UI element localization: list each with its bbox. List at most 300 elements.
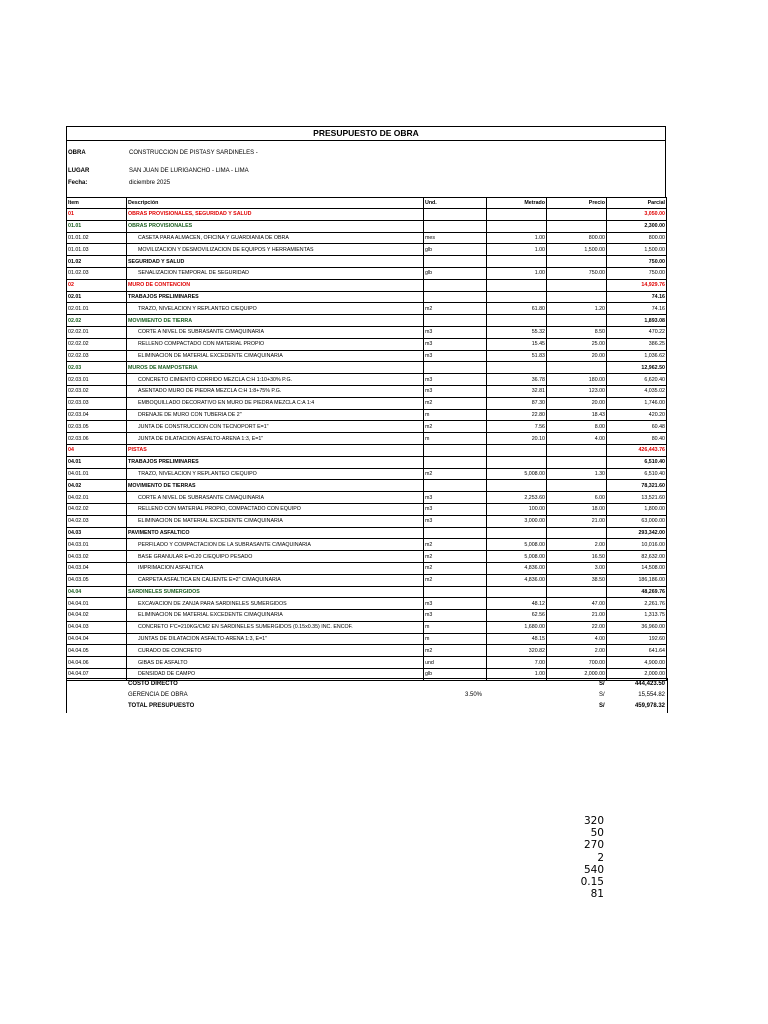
table-row: [67, 633, 667, 645]
row-item-code: 04.02.01: [67, 492, 127, 504]
table-row: [67, 315, 667, 327]
row-metrado: 55.32: [487, 326, 547, 338]
row-parcial: 426,443.76: [607, 444, 667, 456]
row-description: RELLENO CON MATERIAL PROPIO, COMPACTADO CON EQUIPO: [127, 503, 424, 515]
side-number: 81: [590, 888, 604, 901]
row-precio: 1.20: [547, 303, 607, 315]
table-row: [67, 610, 667, 622]
side-number: 320: [583, 815, 604, 827]
row-metrado: 48.15: [487, 633, 547, 645]
row-parcial: 80.40: [607, 433, 667, 445]
row-parcial: 2,261.76: [607, 598, 667, 610]
row-metrado: 51.83: [487, 350, 547, 362]
row-precio: 20.00: [547, 350, 607, 362]
row-item-code: 02.03.04: [67, 409, 127, 421]
row-item-code: 04.03.04: [67, 562, 127, 574]
row-unit: [424, 480, 487, 492]
row-precio: 800.00: [547, 232, 607, 244]
costo-directo-value: 444,423.50: [634, 681, 665, 687]
row-parcial: 4,900.00: [607, 657, 667, 669]
row-parcial: 420.20: [607, 409, 667, 421]
row-unit: m2: [424, 468, 487, 480]
row-precio: 21.00: [547, 515, 607, 527]
total-label: TOTAL PRESUPUESTO: [128, 703, 195, 709]
table-row: [67, 551, 667, 563]
row-item-code: 02.01: [67, 291, 127, 303]
row-metrado: 1.00: [487, 669, 547, 681]
row-parcial: 60.48: [607, 421, 667, 433]
col-parcial: Parcial: [607, 198, 667, 209]
table-row: [67, 421, 667, 433]
row-description: JUNTA DE CONSTRUCCION CON TECNOPORT E=1": [127, 421, 424, 433]
row-metrado: 36.78: [487, 374, 547, 386]
row-unit: m3: [424, 338, 487, 350]
row-metrado: 1.00: [487, 244, 547, 256]
row-item-code: 04.03.05: [67, 574, 127, 586]
row-metrado: [487, 209, 547, 221]
row-metrado: 4,836.00: [487, 574, 547, 586]
gerencia-currency: S/: [599, 692, 605, 698]
row-parcial: 1,746.00: [607, 397, 667, 409]
row-description: OBRAS PROVISIONALES, SEGURIDAD Y SALUD: [127, 209, 424, 221]
row-metrado: 15.45: [487, 338, 547, 350]
row-precio: [547, 279, 607, 291]
row-unit: m: [424, 433, 487, 445]
row-description: TRABAJOS PRELIMINARES: [127, 456, 424, 468]
row-item-code: 04.01: [67, 456, 127, 468]
gerencia-row: [67, 690, 667, 701]
table-row: [67, 574, 667, 586]
row-unit: [424, 444, 487, 456]
table-row: [67, 492, 667, 504]
row-description: JUNTAS DE DILATACION ASFALTO-ARENA 1:3, E=1": [127, 633, 424, 645]
gerencia-value: 15,554.82: [638, 692, 665, 698]
row-precio: 25.00: [547, 338, 607, 350]
gerencia-label: GERENCIA DE OBRA: [128, 692, 188, 698]
row-description: BASE GRANULAR E=0.20 C/EQUIPO PESADO: [127, 551, 424, 563]
row-precio: 3.00: [547, 562, 607, 574]
row-precio: 18.43: [547, 409, 607, 421]
table-row: [67, 645, 667, 657]
row-description: IMPRIMACION ASFALTICA: [127, 562, 424, 574]
row-unit: m2: [424, 562, 487, 574]
row-description: CORTE A NIVEL DE SUBRASANTE C/MAQUINARIA: [127, 492, 424, 504]
table-row: [67, 468, 667, 480]
row-unit: m3: [424, 598, 487, 610]
table-row: [67, 209, 667, 221]
row-unit: m2: [424, 574, 487, 586]
budget-sheet: [66, 126, 666, 681]
budget-header: [66, 126, 666, 197]
row-precio: 2,000.00: [547, 669, 607, 681]
row-description: DENSIDAD DE CAMPO: [127, 669, 424, 681]
row-metrado: 3,000.00: [487, 515, 547, 527]
row-item-code: 02.03.03: [67, 397, 127, 409]
row-item-code: 04.04: [67, 586, 127, 598]
obra-row: [67, 147, 665, 159]
obra-value: CONSTRUCCION DE PISTASY SARDINELES -: [129, 150, 258, 156]
row-unit: mes: [424, 232, 487, 244]
row-parcial: 1,036.62: [607, 350, 667, 362]
row-metrado: 2,253.60: [487, 492, 547, 504]
table-row: [67, 244, 667, 256]
row-item-code: 04.02.03: [67, 515, 127, 527]
row-unit: m2: [424, 645, 487, 657]
row-unit: glb: [424, 669, 487, 681]
row-item-code: 02: [67, 279, 127, 291]
lugar-row: [67, 165, 665, 177]
table-row: [67, 291, 667, 303]
row-precio: 22.00: [547, 621, 607, 633]
row-item-code: 02.02: [67, 315, 127, 327]
row-description: OBRAS PROVISIONALES: [127, 220, 424, 232]
row-precio: [547, 362, 607, 374]
row-description: RELLENO COMPACTADO CON MATERIAL PROPIO: [127, 338, 424, 350]
row-metrado: 1.00: [487, 267, 547, 279]
row-metrado: [487, 456, 547, 468]
row-item-code: 02.03.05: [67, 421, 127, 433]
row-precio: [547, 315, 607, 327]
row-precio: [547, 256, 607, 268]
row-unit: [424, 291, 487, 303]
row-item-code: 04.02.02: [67, 503, 127, 515]
row-parcial: 750.00: [607, 256, 667, 268]
row-parcial: 2,300.00: [607, 220, 667, 232]
row-item-code: 04.03.01: [67, 539, 127, 551]
fecha-row: [67, 177, 665, 189]
row-precio: [547, 444, 607, 456]
row-metrado: [487, 220, 547, 232]
row-unit: m: [424, 633, 487, 645]
table-row: [67, 527, 667, 539]
total-value: 459,978.32: [634, 703, 665, 709]
row-item-code: 01.01: [67, 220, 127, 232]
row-metrado: [487, 527, 547, 539]
row-metrado: 1,680.00: [487, 621, 547, 633]
row-metrado: 1.00: [487, 232, 547, 244]
row-precio: 4.00: [547, 433, 607, 445]
row-metrado: 61.80: [487, 303, 547, 315]
row-parcial: 641.64: [607, 645, 667, 657]
row-precio: 4.00: [547, 633, 607, 645]
row-item-code: 04.03: [67, 527, 127, 539]
table-row: [67, 621, 667, 633]
row-precio: 8.50: [547, 326, 607, 338]
table-row: [67, 539, 667, 551]
row-precio: [547, 291, 607, 303]
row-unit: m2: [424, 421, 487, 433]
row-metrado: 320.82: [487, 645, 547, 657]
row-precio: [547, 527, 607, 539]
row-item-code: 02.03.02: [67, 385, 127, 397]
table-body: [67, 209, 667, 681]
row-precio: 21.00: [547, 610, 607, 622]
table-row: [67, 326, 667, 338]
row-precio: 2.00: [547, 539, 607, 551]
row-metrado: [487, 315, 547, 327]
lugar-label: LUGAR: [68, 168, 90, 174]
table-row: [67, 267, 667, 279]
row-description: EXCAVACION DE ZANJA PARA SARDINELES SUMERGIDOS: [127, 598, 424, 610]
row-parcial: 36,960.00: [607, 621, 667, 633]
row-description: EMBOQUILLADO DECORATIVO EN MURO DE PIEDRA MEZCLA C:A 1:4: [127, 397, 424, 409]
row-parcial: 13,521.60: [607, 492, 667, 504]
row-parcial: 192.60: [607, 633, 667, 645]
row-description: SEGURIDAD Y SALUD: [127, 256, 424, 268]
row-unit: m2: [424, 551, 487, 563]
row-item-code: 04: [67, 444, 127, 456]
side-number: 0.15: [580, 875, 604, 888]
row-unit: m2: [424, 397, 487, 409]
row-item-code: 04.03.02: [67, 551, 127, 563]
row-parcial: 6,620.40: [607, 374, 667, 386]
row-item-code: 04.01.01: [67, 468, 127, 480]
row-parcial: 470.22: [607, 326, 667, 338]
row-item-code: 01.02: [67, 256, 127, 268]
table-row: [67, 480, 667, 492]
side-number: 540: [583, 863, 604, 876]
row-item-code: 02.02.02: [67, 338, 127, 350]
row-unit: [424, 362, 487, 374]
row-item-code: 04.04.05: [67, 645, 127, 657]
row-item-code: 02.01.01: [67, 303, 127, 315]
row-precio: 38.50: [547, 574, 607, 586]
row-precio: 180.00: [547, 374, 607, 386]
row-parcial: 1,313.75: [607, 610, 667, 622]
row-metrado: 7.00: [487, 657, 547, 669]
table-row: [67, 397, 667, 409]
costo-directo-label: COSTO DIRECTO: [128, 681, 178, 687]
row-precio: 2.00: [547, 645, 607, 657]
row-metrado: 32.81: [487, 385, 547, 397]
row-parcial: 1,500.00: [607, 244, 667, 256]
row-item-code: 02.02.01: [67, 326, 127, 338]
row-parcial: 800.00: [607, 232, 667, 244]
row-unit: m3: [424, 374, 487, 386]
row-description: CURADO DE CONCRETO: [127, 645, 424, 657]
row-parcial: 14,508.00: [607, 562, 667, 574]
row-precio: 8.00: [547, 421, 607, 433]
table-row: [67, 444, 667, 456]
row-description: TRAZO, NIVELACION Y REPLANTEO C/EQUIPO: [127, 468, 424, 480]
col-precio: Precio: [547, 198, 607, 209]
row-unit: m2: [424, 539, 487, 551]
row-metrado: 100.00: [487, 503, 547, 515]
row-unit: [424, 256, 487, 268]
row-description: CORTE A NIVEL DE SUBRASANTE C/MAQUINARIA: [127, 326, 424, 338]
row-parcial: 2,000.00: [607, 669, 667, 681]
row-item-code: 01.02.03: [67, 267, 127, 279]
row-metrado: 5,008.00: [487, 539, 547, 551]
row-precio: [547, 456, 607, 468]
row-parcial: 293,342.00: [607, 527, 667, 539]
costo-directo-currency: S/: [599, 681, 605, 687]
table-row: [67, 362, 667, 374]
side-number: 2: [597, 851, 604, 864]
row-item-code: 04.04.07: [67, 669, 127, 681]
row-unit: m3: [424, 515, 487, 527]
row-unit: m: [424, 409, 487, 421]
row-metrado: 7.56: [487, 421, 547, 433]
row-parcial: 4,035.02: [607, 385, 667, 397]
row-item-code: 04.04.02: [67, 610, 127, 622]
totals-block: [66, 678, 668, 713]
table-row: [67, 586, 667, 598]
table-row: [67, 338, 667, 350]
row-item-code: 01.01.02: [67, 232, 127, 244]
row-unit: [424, 456, 487, 468]
row-metrado: 20.10: [487, 433, 547, 445]
row-item-code: 02.03.01: [67, 374, 127, 386]
col-und: Und.: [424, 198, 487, 209]
costo-directo-row: [67, 679, 667, 690]
row-precio: 123.00: [547, 385, 607, 397]
row-parcial: 74.16: [607, 303, 667, 315]
row-parcial: 186,186.00: [607, 574, 667, 586]
table-row: [67, 220, 667, 232]
row-unit: m3: [424, 492, 487, 504]
row-metrado: 5,008.00: [487, 468, 547, 480]
row-parcial: 74.16: [607, 291, 667, 303]
row-parcial: 14,929.76: [607, 279, 667, 291]
row-description: SENALIZACION TEMPORAL DE SEGURIDAD: [127, 267, 424, 279]
row-item-code: 04.02: [67, 480, 127, 492]
row-metrado: [487, 291, 547, 303]
total-row: [67, 701, 667, 712]
row-description: GIBAS DE ASFALTO: [127, 657, 424, 669]
row-parcial: 6,510.40: [607, 456, 667, 468]
row-precio: [547, 220, 607, 232]
row-description: ELIMINACION DE MATERIAL EXCEDENTE C/MAQUINARIA: [127, 515, 424, 527]
row-parcial: 12,962.50: [607, 362, 667, 374]
row-description: MOVIMIENTO DE TIERRA: [127, 315, 424, 327]
row-item-code: 02.03.06: [67, 433, 127, 445]
row-parcial: 63,000.00: [607, 515, 667, 527]
row-precio: 18.00: [547, 503, 607, 515]
row-metrado: [487, 480, 547, 492]
table-row: [67, 279, 667, 291]
row-metrado: 48.12: [487, 598, 547, 610]
row-metrado: 22.80: [487, 409, 547, 421]
side-number: 270: [583, 839, 604, 852]
row-unit: [424, 279, 487, 291]
row-metrado: [487, 279, 547, 291]
row-item-code: 04.04.06: [67, 657, 127, 669]
row-unit: m3: [424, 350, 487, 362]
row-description: MOVIMIENTO DE TIERRAS: [127, 480, 424, 492]
row-unit: m: [424, 621, 487, 633]
row-item-code: 01: [67, 209, 127, 221]
row-description: PERFILADO Y COMPACTACION DE LA SUBRASANTE C/MAQUINARIA: [127, 539, 424, 551]
row-unit: [424, 220, 487, 232]
row-unit: [424, 315, 487, 327]
row-parcial: 1,893.08: [607, 315, 667, 327]
row-description: CONCRETO F'C=210KG/CM2 EN SARDINELES SUMERGIDOS (0.15x0.35) INC. ENCOF.: [127, 621, 424, 633]
row-unit: m3: [424, 385, 487, 397]
table-row: [67, 433, 667, 445]
row-unit: glb: [424, 267, 487, 279]
row-description: CARPETA ASFALTICA EN CALIENTE E=2" C/MAQUINARIA: [127, 574, 424, 586]
row-metrado: [487, 444, 547, 456]
budget-table: [66, 197, 667, 681]
gerencia-percent: 3.50%: [465, 692, 483, 698]
row-parcial: 750.00: [607, 267, 667, 279]
row-unit: [424, 209, 487, 221]
row-description: ASENTADO MURO DE PIEDRA MEZCLA C:H 1:8+75% P.G.: [127, 385, 424, 397]
row-parcial: 3,050.00: [607, 209, 667, 221]
row-description: DRENAJE DE MURO CON TUBERIA DE 2": [127, 409, 424, 421]
row-metrado: 4,836.00: [487, 562, 547, 574]
row-parcial: 6,510.40: [607, 468, 667, 480]
table-row: [67, 409, 667, 421]
row-precio: [547, 480, 607, 492]
table-row: [67, 303, 667, 315]
row-item-code: 02.02.03: [67, 350, 127, 362]
row-item-code: 01.01.03: [67, 244, 127, 256]
row-parcial: 48,269.76: [607, 586, 667, 598]
row-metrado: 87.30: [487, 397, 547, 409]
row-description: ELIMINACION DE MATERIAL EXCEDENTE C/MAQUINARIA: [127, 350, 424, 362]
row-precio: 1,500.00: [547, 244, 607, 256]
row-unit: m3: [424, 503, 487, 515]
table-row: [67, 350, 667, 362]
row-description: PISTAS: [127, 444, 424, 456]
row-precio: 750.00: [547, 267, 607, 279]
row-description: MURO DE CONTENCION: [127, 279, 424, 291]
row-unit: m2: [424, 303, 487, 315]
row-description: JUNTA DE DILATACION ASFALTO-ARENA 1:3, E=1": [127, 433, 424, 445]
row-description: MOVILIZACION Y DESMOVILIZACION DE EQUIPOS Y HERRAMIENTAS: [127, 244, 424, 256]
table-row: [67, 657, 667, 669]
row-unit: und: [424, 657, 487, 669]
row-description: SARDINELES SUMERGIDOS: [127, 586, 424, 598]
row-precio: 700.00: [547, 657, 607, 669]
row-parcial: 1,800.00: [607, 503, 667, 515]
side-numbers: [560, 815, 604, 900]
row-metrado: 5,008.00: [487, 551, 547, 563]
row-parcial: 82,632.00: [607, 551, 667, 563]
row-item-code: 04.04.01: [67, 598, 127, 610]
row-description: CONCRETO CIMIENTO CORRIDO MEZCLA C:H 1:10+30% P.G.: [127, 374, 424, 386]
table-row: [67, 515, 667, 527]
row-precio: 20.00: [547, 397, 607, 409]
row-item-code: 02.03: [67, 362, 127, 374]
row-parcial: 386.25: [607, 338, 667, 350]
col-desc: Descripción: [127, 198, 424, 209]
row-description: CASETA PARA ALMACEN, OFICINA Y GUARDIANIA DE OBRA: [127, 232, 424, 244]
side-number: 50: [590, 827, 604, 840]
table-row: [67, 256, 667, 268]
col-metrado: Metrado: [487, 198, 547, 209]
row-description: PAVIMENTO ASFALTICO: [127, 527, 424, 539]
row-metrado: [487, 362, 547, 374]
row-unit: [424, 586, 487, 598]
row-parcial: 78,321.60: [607, 480, 667, 492]
table-row: [67, 503, 667, 515]
row-unit: m3: [424, 610, 487, 622]
table-row: [67, 374, 667, 386]
row-precio: 16.50: [547, 551, 607, 563]
table-row: [67, 598, 667, 610]
row-item-code: 04.04.03: [67, 621, 127, 633]
row-metrado: 62.56: [487, 610, 547, 622]
obra-label: OBRA: [68, 150, 86, 156]
row-metrado: [487, 586, 547, 598]
row-description: ELIMINACION DE MATERIAL EXCEDENTE C/MAQUINARIA: [127, 610, 424, 622]
row-unit: glb: [424, 244, 487, 256]
row-precio: 6.00: [547, 492, 607, 504]
table-header-row: [67, 198, 667, 209]
